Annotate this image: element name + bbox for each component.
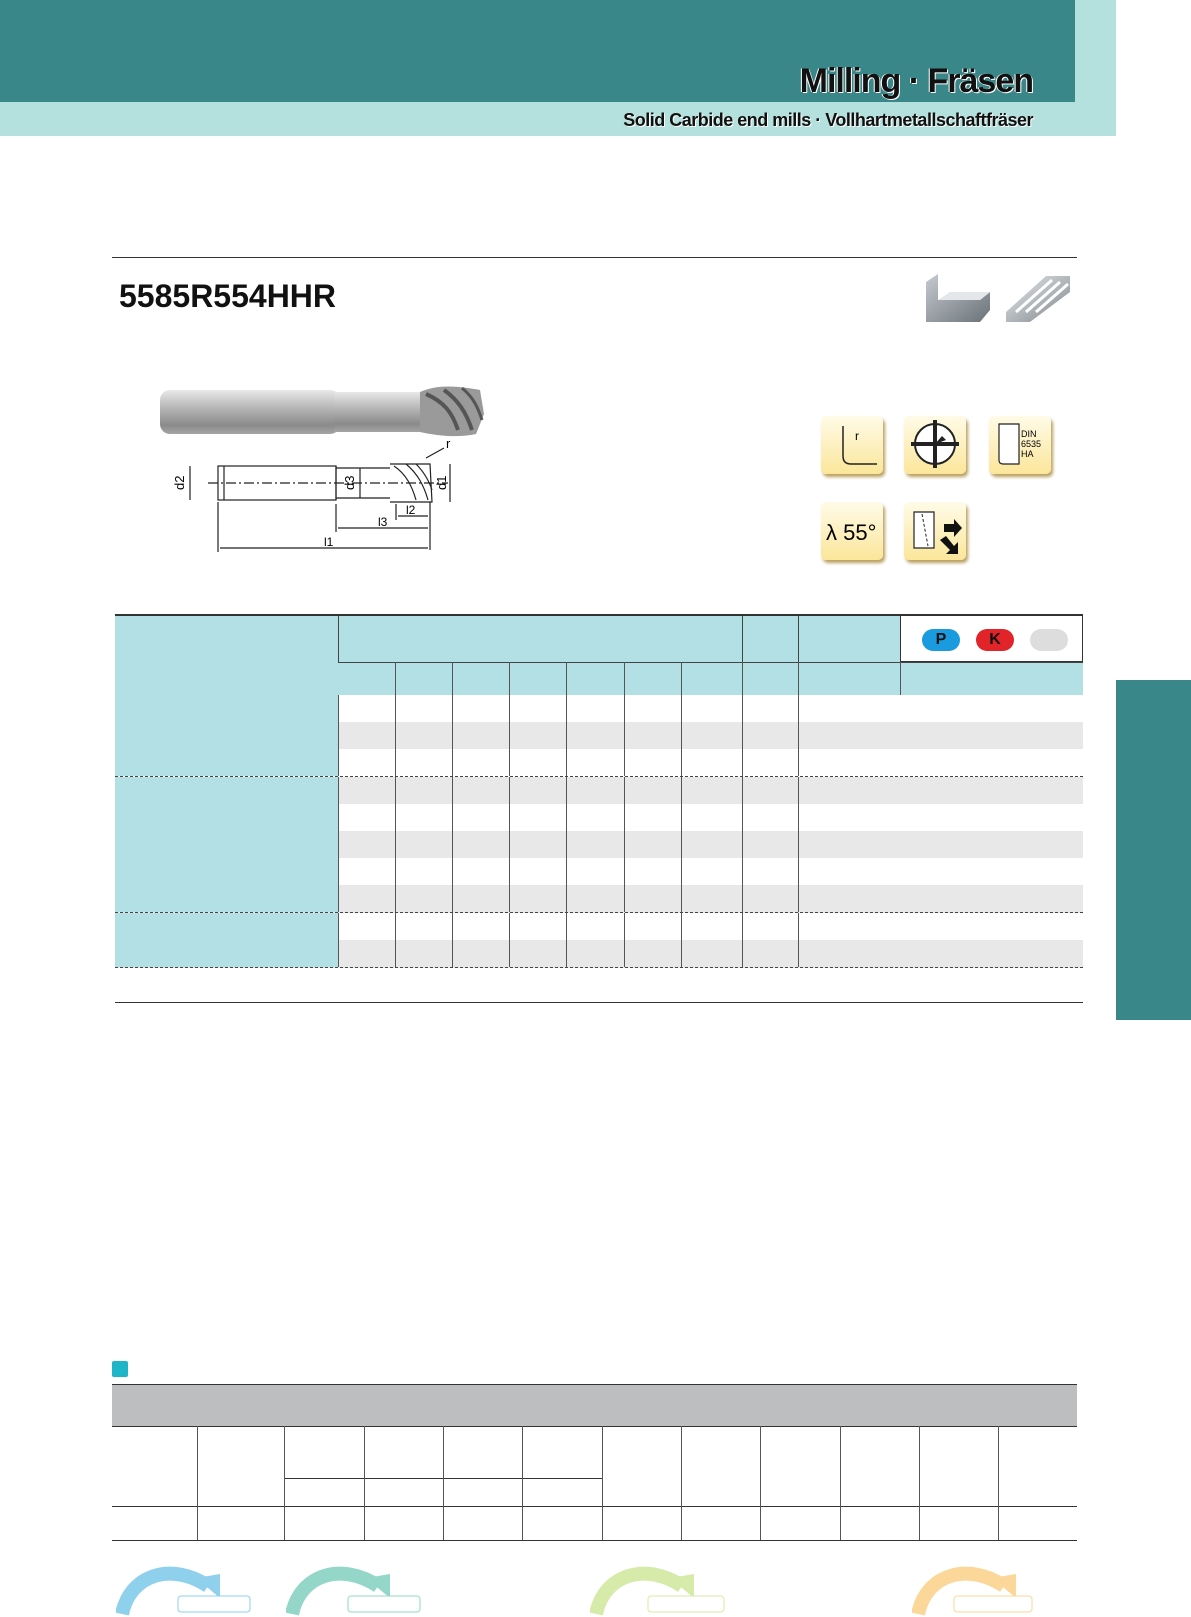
table-cell-divider (624, 749, 625, 776)
table-cell-divider (509, 831, 510, 858)
table-cell-divider (681, 913, 682, 940)
svg-text:HA: HA (1021, 449, 1034, 459)
table-cell-divider (338, 722, 339, 749)
row-label-cell (115, 858, 338, 885)
page-subtitle: Solid Carbide end mills · Vollhartmetallschaftfräser (623, 110, 1033, 130)
table-cell-divider (452, 777, 453, 804)
table-top-line (115, 614, 1083, 616)
table-row (115, 940, 1083, 968)
table-cell-divider (798, 804, 799, 831)
table-cell-divider (624, 722, 625, 749)
bottom-grid-line (443, 1426, 444, 1540)
label-l1: l1 (324, 535, 334, 549)
table-cell-divider (742, 804, 743, 831)
table-cell-divider (452, 831, 453, 858)
table-cell-divider (798, 858, 799, 885)
row-label-cell (115, 831, 338, 858)
label-l3: l3 (378, 515, 388, 529)
center-cutting-icon (904, 416, 966, 474)
table-cell-divider (452, 940, 453, 967)
table-cell-divider (395, 804, 396, 831)
table-cell-divider (509, 722, 510, 749)
table-cell-divider (338, 885, 339, 912)
row-label-cell (115, 749, 338, 776)
table-cell-divider (338, 695, 339, 722)
table-cell-divider (566, 695, 567, 722)
table-cell-divider (624, 777, 625, 804)
table-cell-divider (509, 940, 510, 967)
bottom-grid-line (284, 1426, 285, 1540)
label-d3: d3 (342, 475, 357, 490)
table-cell-divider (681, 695, 682, 722)
table-cell-divider (338, 831, 339, 858)
table-cell-divider (624, 858, 625, 885)
bottom-grid-line (840, 1426, 841, 1540)
table-cell-divider (798, 722, 799, 749)
table-cell-divider (624, 940, 625, 967)
table-cell-divider (509, 858, 510, 885)
navigation-arrow-orange-icon (912, 1556, 1052, 1617)
table-cell-divider (452, 749, 453, 776)
label-r: r (446, 440, 451, 451)
row-label-cell (115, 804, 338, 831)
page-title: Milling · Fräsen (799, 62, 1033, 100)
table-cell-divider (798, 885, 799, 912)
table-cell-divider (742, 831, 743, 858)
navigation-arrow-teal-icon (286, 1556, 426, 1617)
section-marker (112, 1361, 128, 1377)
table-cell-divider (624, 885, 625, 912)
table-cell-divider (681, 749, 682, 776)
top-divider (112, 257, 1077, 258)
table-cell-divider (338, 804, 339, 831)
bottom-grid-line (602, 1426, 603, 1540)
slot-milling-icon (1004, 272, 1072, 324)
bottom-grid-line (197, 1426, 198, 1540)
table-cell-divider (338, 858, 339, 885)
table-cell-divider (395, 722, 396, 749)
header-corner-light (1075, 0, 1116, 136)
table-cell-divider (509, 749, 510, 776)
dimension-drawing (168, 440, 488, 560)
table-cell-divider (566, 749, 567, 776)
table-cell-divider (681, 858, 682, 885)
table-cell-divider (681, 831, 682, 858)
label-d1: d1 (434, 475, 449, 490)
table-cell-divider (681, 885, 682, 912)
table-cell-divider (742, 858, 743, 885)
table-cell-divider (798, 940, 799, 967)
table-header-dimensions (338, 615, 743, 662)
table-cell-divider (395, 858, 396, 885)
table-cell-divider (742, 722, 743, 749)
table-cell-divider (566, 858, 567, 885)
svg-text:r: r (855, 429, 859, 443)
table-row (115, 804, 1083, 832)
navigation-arrow-green-icon (590, 1556, 730, 1617)
table-cell-divider (624, 913, 625, 940)
table-header-z (742, 615, 799, 662)
table-cell-divider (742, 695, 743, 722)
table-row (115, 722, 1083, 750)
shoulder-milling-icon (924, 272, 992, 324)
helix-angle-icon (821, 502, 883, 560)
table-header-code (798, 615, 901, 662)
table-cell-divider (509, 695, 510, 722)
table-row (115, 913, 1083, 941)
table-cell-divider (395, 913, 396, 940)
table-cell-divider (624, 695, 625, 722)
table-row (115, 749, 1083, 777)
table-cell-divider (509, 913, 510, 940)
row-label-cell (115, 913, 338, 940)
table-cell-divider (452, 913, 453, 940)
bottom-grid-line (919, 1426, 920, 1540)
svg-text:6535: 6535 (1021, 439, 1042, 449)
table-cell-divider (452, 722, 453, 749)
table-cell-divider (566, 804, 567, 831)
table-cell-divider (509, 804, 510, 831)
table-cell-divider (681, 804, 682, 831)
table-row (115, 695, 1083, 723)
table-bottom-divider (115, 1002, 1083, 1003)
row-label-cell (115, 722, 338, 749)
side-tab (1116, 680, 1191, 1020)
table-cell-divider (452, 695, 453, 722)
table-cell-divider (798, 695, 799, 722)
table-cell-divider (742, 913, 743, 940)
material-p-badge: P (922, 629, 960, 651)
table-cell-divider (681, 940, 682, 967)
table-cell-divider (395, 749, 396, 776)
table-cell-divider (338, 940, 339, 967)
row-label-cell (115, 695, 338, 722)
navigation-arrow-blue-icon (116, 1556, 256, 1617)
row-label-cell (115, 940, 338, 967)
table-header-label-cell (115, 615, 338, 695)
end-mill-photo (158, 384, 488, 440)
table-cell-divider (624, 831, 625, 858)
table-row (115, 831, 1083, 859)
table-cell-divider (742, 940, 743, 967)
table-cell-divider (566, 940, 567, 967)
bottom-grid-line (681, 1426, 682, 1540)
table-row (115, 777, 1083, 805)
table-cell-divider (509, 885, 510, 912)
table-cell-divider (798, 913, 799, 940)
bottom-grid-line (998, 1426, 999, 1540)
table-cell-divider (566, 777, 567, 804)
label-l2: l2 (406, 503, 416, 517)
bottom-table-header (112, 1384, 1077, 1427)
table-cell-divider (624, 804, 625, 831)
bottom-grid-line (522, 1426, 523, 1540)
table-cell-divider (798, 749, 799, 776)
table-cell-divider (452, 804, 453, 831)
table-cell-divider (566, 722, 567, 749)
table-cell-divider (798, 831, 799, 858)
table-cell-divider (742, 777, 743, 804)
bottom-grid-line (760, 1426, 761, 1540)
table-cell-divider (395, 695, 396, 722)
table-cell-divider (395, 885, 396, 912)
table-cell-divider (681, 722, 682, 749)
material-blank-badge (1030, 629, 1068, 651)
table-cell-divider (798, 777, 799, 804)
table-cell-divider (742, 885, 743, 912)
table-subheader-line (338, 662, 1083, 663)
table-row (115, 858, 1083, 886)
table-cell-divider (338, 749, 339, 776)
product-code: 5585R554HHR (119, 278, 337, 314)
corner-radius-icon (821, 416, 883, 474)
svg-text:DIN: DIN (1021, 429, 1037, 439)
table-cell-divider (395, 831, 396, 858)
table-cell-divider (566, 831, 567, 858)
cutting-direction-icon (904, 502, 966, 560)
din-shank-icon (989, 416, 1051, 474)
table-cell-divider (452, 858, 453, 885)
table-cell-divider (395, 777, 396, 804)
svg-text:λ 55°: λ 55° (826, 520, 877, 545)
table-cell-divider (742, 749, 743, 776)
table-cell-divider (566, 913, 567, 940)
row-label-cell (115, 885, 338, 912)
row-label-cell (115, 777, 338, 804)
label-d2: d2 (172, 475, 187, 490)
material-k-badge: K (976, 629, 1014, 651)
table-cell-divider (452, 885, 453, 912)
table-cell-divider (338, 913, 339, 940)
table-cell-divider (509, 777, 510, 804)
table-row (115, 885, 1083, 913)
table-cell-divider (566, 885, 567, 912)
table-cell-divider (395, 940, 396, 967)
bottom-grid-line (364, 1426, 365, 1540)
table-subheader (338, 662, 1083, 695)
table-cell-divider (338, 777, 339, 804)
table-cell-divider (681, 777, 682, 804)
